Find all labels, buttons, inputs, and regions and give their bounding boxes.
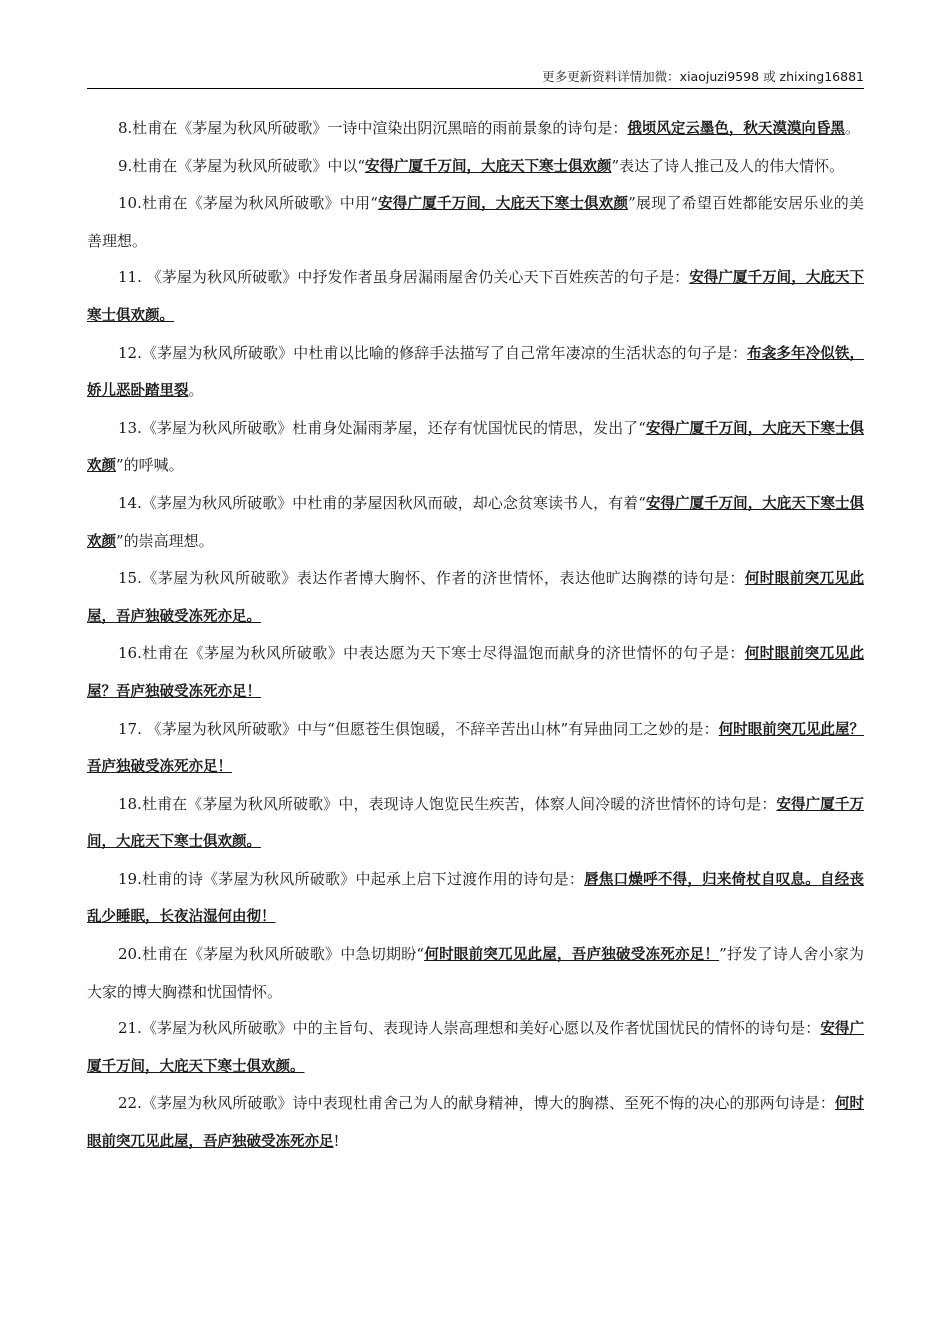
- answer-text: 唇焦口燥呼不得，归来倚杖自叹息。自经丧乱少睡眠，长夜沾湿何由彻！: [87, 871, 865, 926]
- question-suffix: !: [333, 1132, 340, 1151]
- question-text: 11. 《茅屋为秋风所破歌》中抒发作者虽身居漏雨屋舍仍关心天下百姓疾苦的句子是：: [118, 268, 690, 287]
- question-text: 22.《茅屋为秋风所破歌》诗中表现杜甫舍己为人的献身精神，博大的胸襟、至死不悔的决心的那两句诗是：: [118, 1094, 835, 1113]
- question-item-15: [87, 560, 864, 635]
- question-suffix: ”展现了希望百姓都能安居乐业的美善理想。: [87, 194, 864, 250]
- question-text: 17. 《茅屋为秋风所破歌》中与“但愿苍生俱饱暖，不辞辛苦出山林”有异曲同工之妙的是：: [118, 719, 719, 738]
- question-text: 16.杜甫在《茅屋为秋风所破歌》中表达愿为天下寒士尽得温饱而献身的济世情怀的句子是：: [118, 644, 745, 663]
- header-text: 更多更新资料详情加微：xiaojuzi9598 或 zhixing16881: [542, 69, 864, 84]
- question-item-22: [87, 1085, 864, 1160]
- question-item-14: [87, 485, 864, 560]
- question-item-18: [87, 786, 864, 861]
- question-text: 8.杜甫在《茅屋为秋风所破歌》一诗中渲染出阴沉黑暗的雨前景象的诗句是：: [118, 119, 628, 137]
- answer-text: 俄顷风定云墨色，秋天漠漠向昏黑: [627, 121, 845, 137]
- question-suffix: 。: [188, 381, 204, 400]
- answer-text: 何时眼前突兀见此屋？吾庐独破受冻死亦足！: [87, 721, 864, 776]
- question-text: 12.《茅屋为秋风所破歌》中杜甫以比喻的修辞手法描写了自己常年凄凉的生活状态的句子是：: [118, 343, 748, 362]
- answer-text: 安得广厦千万间，大庇天下寒士俱欢颜: [87, 420, 865, 475]
- question-item-17: [87, 711, 864, 786]
- question-text: 9.杜甫在《茅屋为秋风所破歌》中以“: [118, 156, 365, 175]
- question-text: 20.杜甫在《茅屋为秋风所破歌》中急切期盼“: [118, 945, 425, 964]
- question-item-20: [87, 936, 864, 1010]
- question-text: 14.《茅屋为秋风所破歌》中杜甫的茅屋因秋风而破，却心念贫寒读书人，有着“: [118, 493, 646, 512]
- question-suffix: ”的呼喊。: [116, 456, 184, 475]
- question-item-16: [87, 635, 864, 710]
- question-item-12: [87, 335, 864, 410]
- question-item-11: [87, 259, 864, 334]
- answer-text: 何时眼前突兀见此屋？吾庐独破受冻死亦足！: [87, 646, 865, 700]
- question-list: [87, 110, 864, 1161]
- answer-text: 安得广厦千万间，大庇天下寒士俱欢颜: [364, 158, 612, 175]
- question-text: 10.杜甫在《茅屋为秋风所破歌》中用“: [118, 194, 378, 213]
- question-text: 19.杜甫的诗《茅屋为秋风所破歌》中起承上启下过渡作用的诗句是：: [118, 869, 585, 888]
- question-suffix: 。: [844, 119, 860, 137]
- answer-text: 何时眼前突兀见此屋，吾庐独破受冻死亦足！: [424, 947, 720, 964]
- question-suffix: ”表达了诗人推己及人的伟大情怀。: [611, 156, 845, 175]
- question-item-21: [87, 1010, 864, 1085]
- answer-text: 安得广厦千万间，大庇天下寒士俱欢颜: [87, 495, 865, 550]
- question-suffix: ”抒发了诗人舍小家为大家的博大胸襟和忧国情怀。: [87, 945, 865, 1001]
- answer-text: 安得广厦千万间，大庇天下寒士俱欢颜: [377, 196, 629, 213]
- answer-text: 安得广厦千万间，大庇天下寒士俱欢颜。: [87, 796, 864, 851]
- answer-text: 安得广厦千万间，大庇天下寒士俱欢颜。: [87, 270, 864, 324]
- question-item-9: [87, 148, 864, 186]
- question-text: 21.《茅屋为秋风所破歌》中的主旨句、表现诗人崇高理想和美好心愿以及作者忧国忧民的情怀的诗句是：: [118, 1019, 821, 1038]
- question-item-19: [87, 861, 864, 936]
- answer-text: 布衾多年冷似铁，娇儿恶卧踏里裂: [87, 345, 865, 400]
- question-item-8: [87, 110, 864, 148]
- answer-text: 何时眼前突兀见此屋，吾庐独破受冻死亦足。: [87, 571, 865, 625]
- answer-text: 安得广厦千万间，大庇天下寒士俱欢颜。: [87, 1021, 864, 1075]
- question-item-10: [87, 185, 864, 259]
- question-suffix: ”的崇高理想。: [116, 531, 214, 550]
- question-text: 13.《茅屋为秋风所破歌》杜甫身处漏雨茅屋，还存有忧国忧民的情思，发出了“: [118, 418, 646, 437]
- answer-text: 何时眼前突兀见此屋，吾庐独破受冻死亦足: [87, 1096, 864, 1151]
- question-item-13: [87, 410, 864, 485]
- question-text: 15.《茅屋为秋风所破歌》表达作者博大胸怀、作者的济世情怀，表达他旷达胸襟的诗句是：: [118, 569, 745, 588]
- question-text: 18.杜甫在《茅屋为秋风所破歌》中，表现诗人饱览民生疾苦，体察人间冷暖的济世情怀的诗句是：: [118, 794, 777, 813]
- page-header: [87, 66, 864, 89]
